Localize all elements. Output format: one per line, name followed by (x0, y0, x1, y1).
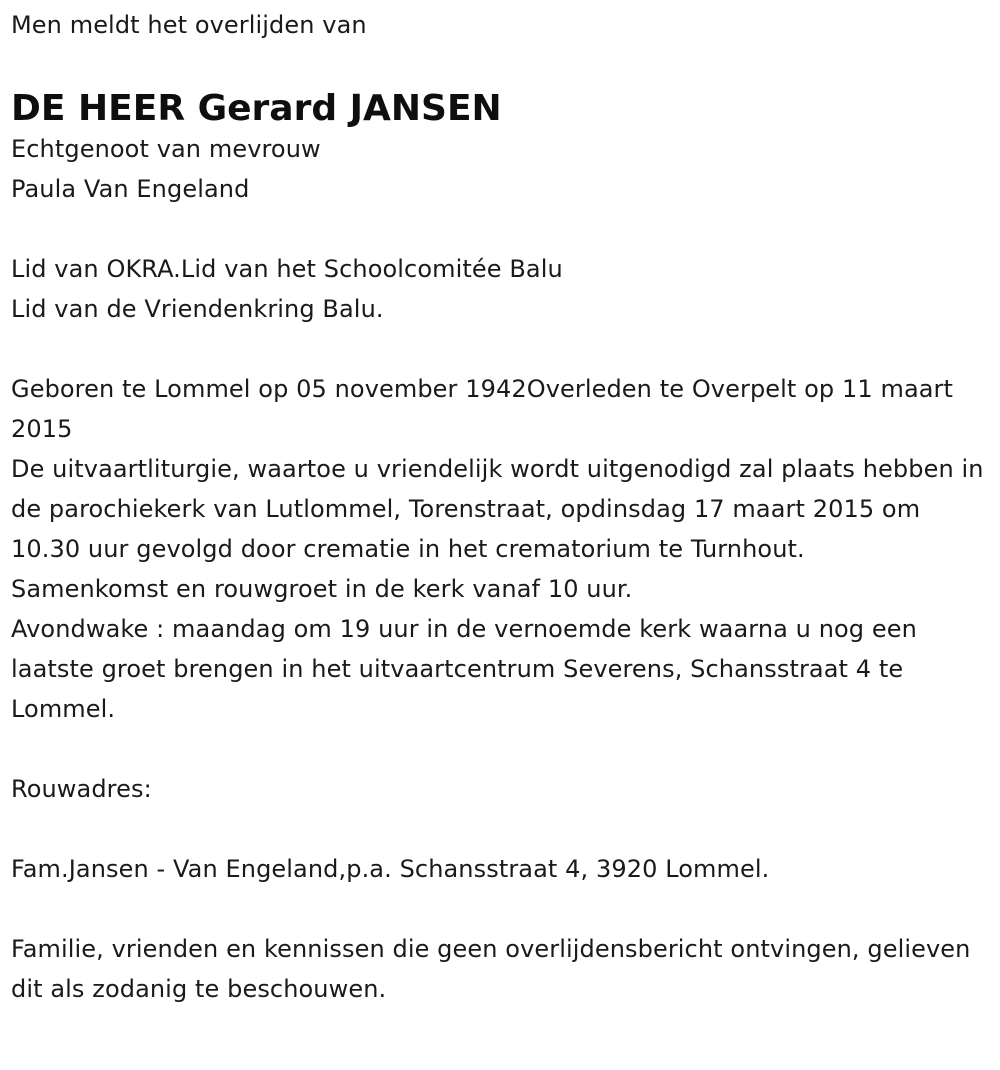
spacer (11, 889, 986, 929)
wake-text: Avondwake : maandag om 19 uur in de vernoemde kerk waarna u nog een laatste groet brengen in het uitvaartcentrum Severens, Schansstraat 4 te Lommel. (11, 615, 917, 723)
membership-line-2: Lid van de Vriendenkring Balu. (11, 295, 384, 323)
gathering-text: Samenkomst en rouwgroet in de kerk vanaf 10 uur. (11, 575, 633, 603)
spouse-line-1: Echtgenoot van mevrouw (11, 135, 321, 163)
birth-death-text: Geboren te Lommel op 05 november 1942Overleden te Overpelt op 11 maart 2015 (11, 375, 954, 443)
membership-line-1: Lid van OKRA.Lid van het Schoolcomitée Balu (11, 255, 563, 283)
intro-text: Men meldt het overlijden van (11, 11, 367, 39)
mourning-address: Fam.Jansen - Van Engeland,p.a. Schansstraat 4, 3920 Lommel. (11, 855, 770, 883)
spacer (11, 329, 986, 369)
spacer (11, 209, 986, 249)
spacer (11, 729, 986, 769)
address-label: Rouwadres: (11, 775, 152, 803)
spacer (11, 809, 986, 849)
obituary-notice (11, 0, 986, 1009)
funeral-text: De uitvaartliturgie, waartoe u vriendelijk wordt uitgenodigd zal plaats hebben in de parochiekerk van Lutlommel, Torenstraat, opdinsdag 17 maart 2015 om 10.30 uur gevolgd door crematie in het crematorium te Turnhout. (11, 455, 984, 563)
spouse-line-2: Paula Van Engeland (11, 175, 250, 203)
deceased-name: DE HEER Gerard JANSEN (11, 88, 502, 129)
closing-text: Familie, vrienden en kennissen die geen overlijdensbericht ontvingen, gelieven dit als zodanig te beschouwen. (11, 935, 971, 1003)
